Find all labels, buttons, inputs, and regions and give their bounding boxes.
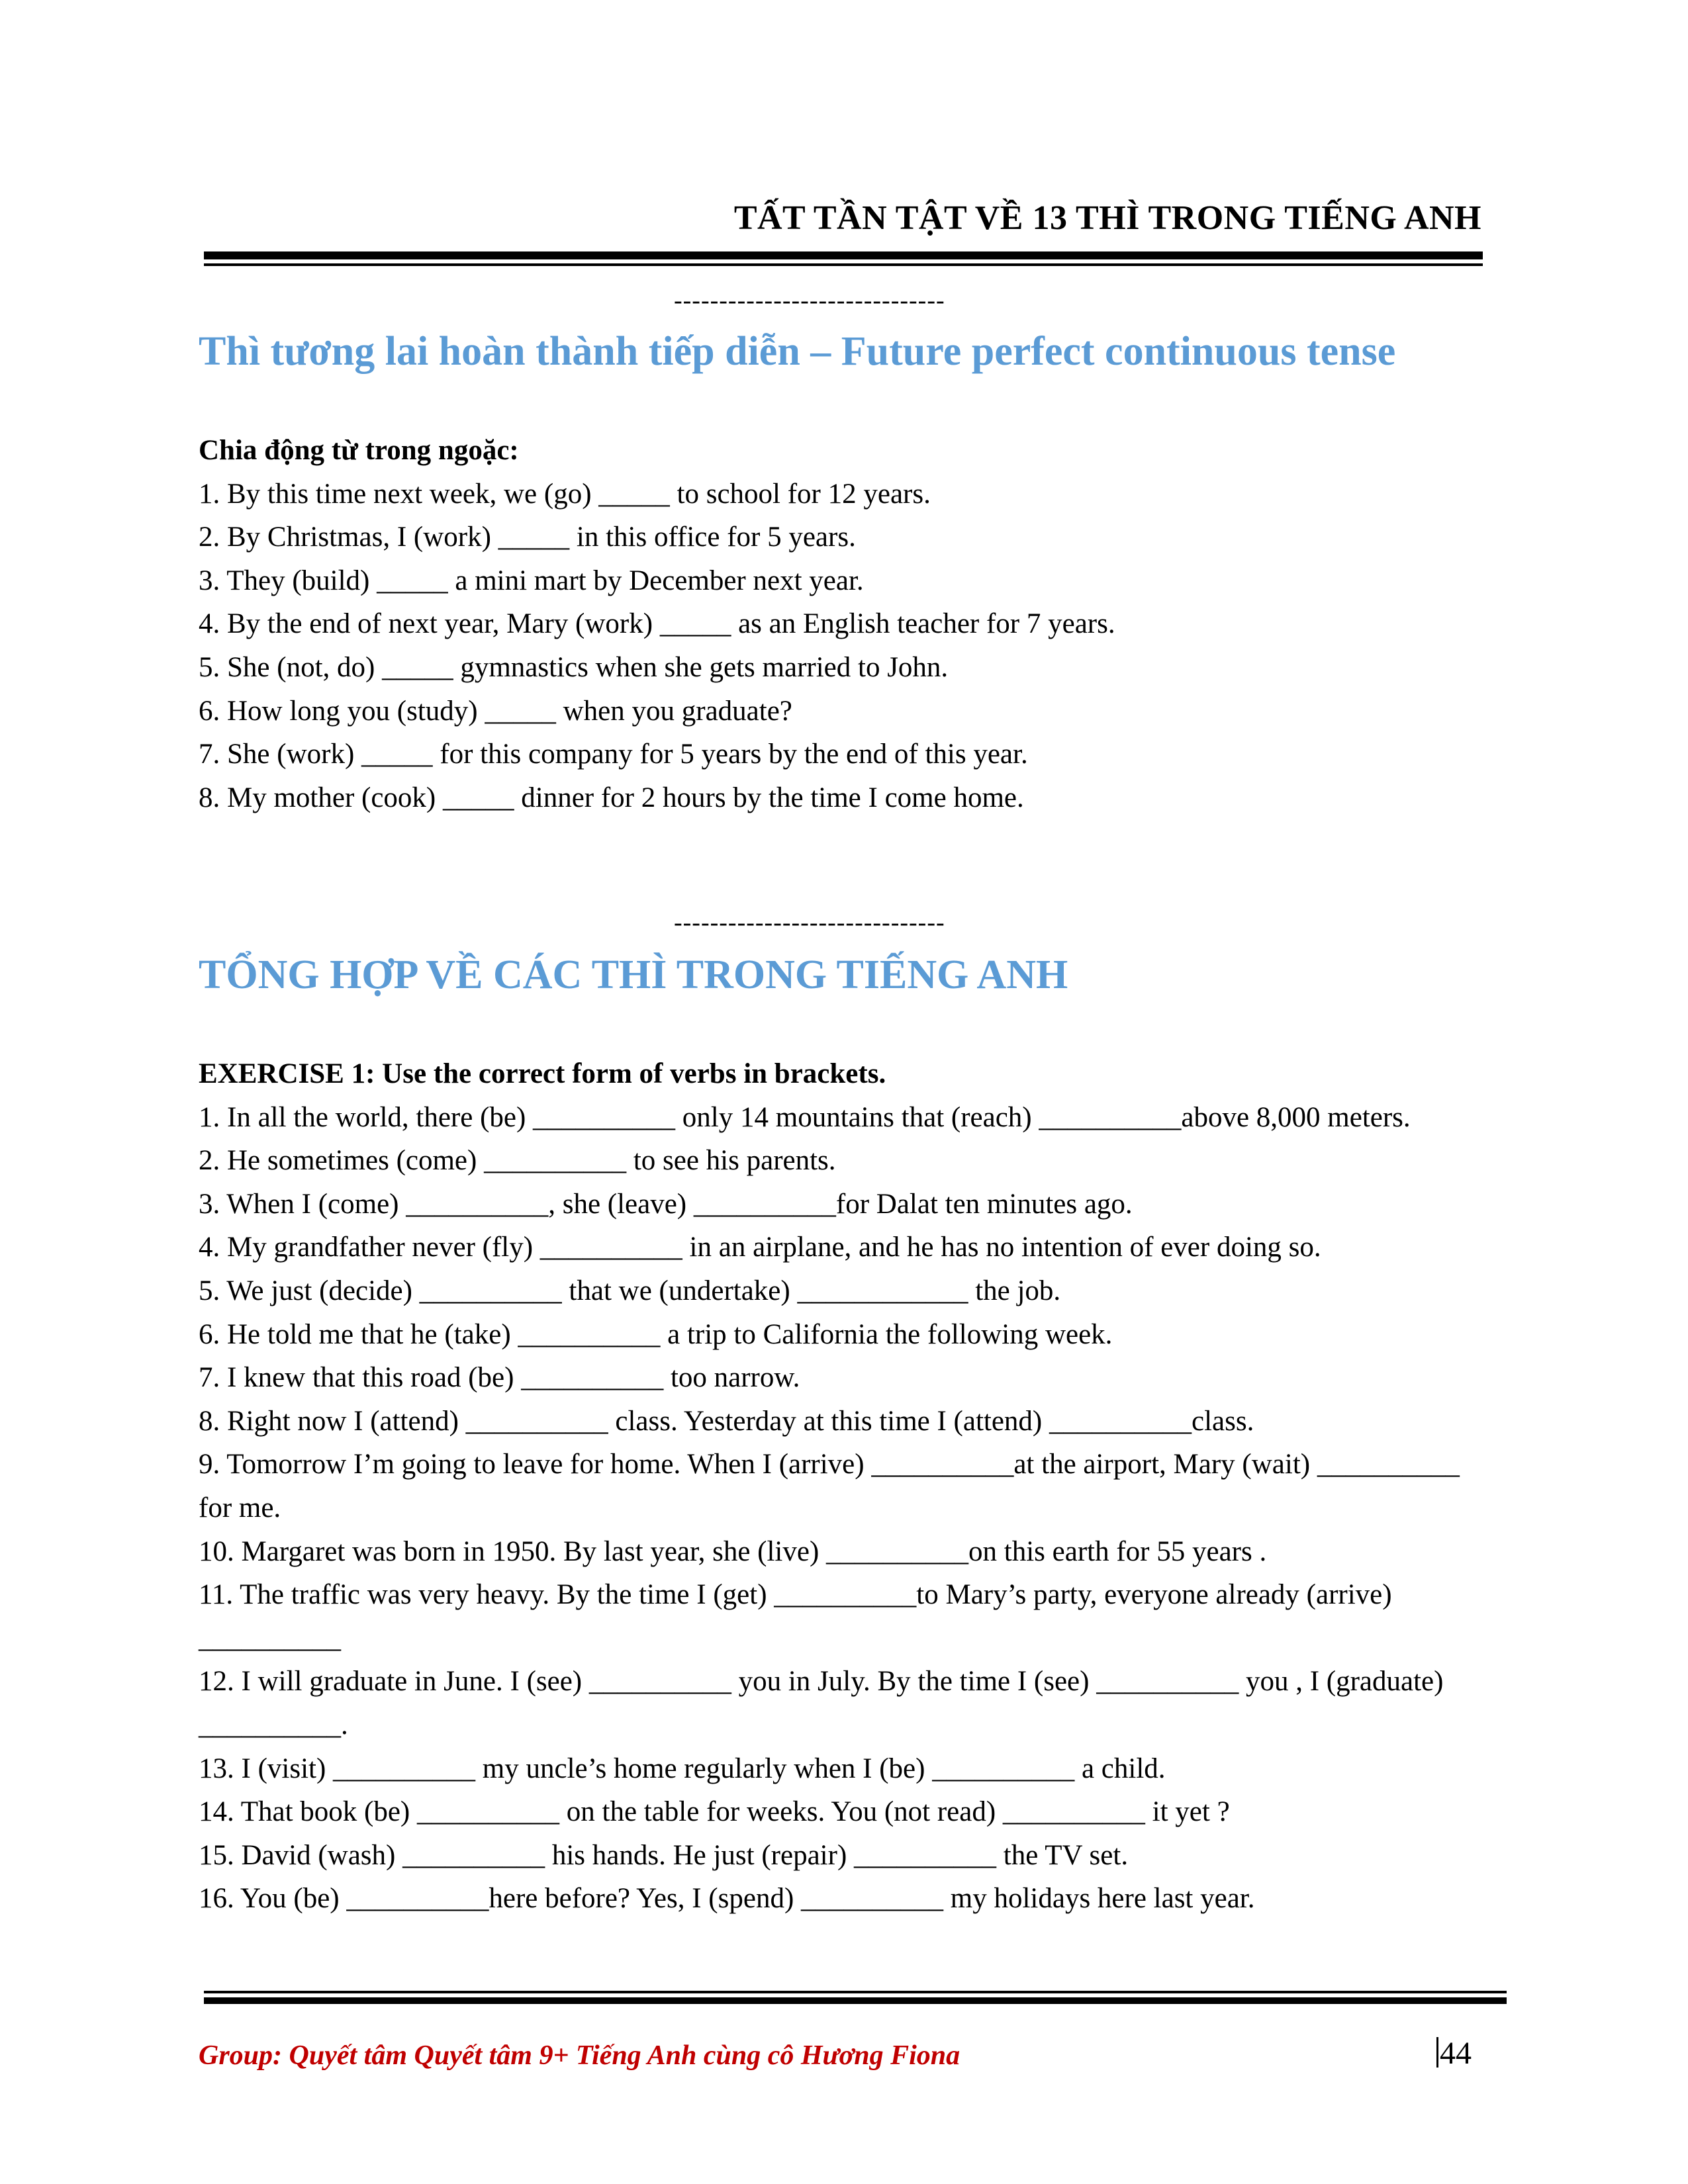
page-number: 44	[1440, 2036, 1472, 2071]
exercise-item: 2. He sometimes (come) __________ to see his parents.	[199, 1145, 836, 1177]
header-rule-thick	[204, 251, 1483, 259]
exercise-item: 3. They (build) _____ a mini mart by December next year.	[199, 565, 864, 596]
exercise-item: 7. I knew that this road (be) __________ too narrow.	[199, 1362, 800, 1394]
footer-group-text: Group: Quyết tâm Quyết tâm 9+ Tiếng Anh cùng cô Hương Fiona	[199, 2040, 961, 2071]
exercise-item: 4. By the end of next year, Mary (work) _____ as an English teacher for 7 years.	[199, 608, 1115, 640]
exercise-block-1	[199, 429, 1489, 819]
footer-rule-thick	[204, 1997, 1507, 2004]
exercise-block-2	[199, 1052, 1489, 1921]
exercise-instruction: EXERCISE 1: Use the correct form of verbs in brackets.	[199, 1058, 886, 1089]
exercise-item: 3. When I (come) __________, she (leave) __________for Dalat ten minutes ago.	[199, 1188, 1133, 1220]
exercise-item: 15. David (wash) __________ his hands. He just (repair) __________ the TV set.	[199, 1839, 1129, 1871]
exercise-item: 9. Tomorrow I’m going to leave for home. When I (arrive) __________at the airport, Mary (wait) __________ for me.	[199, 1449, 1460, 1524]
dash-separator: ------------------------------	[674, 287, 945, 314]
page-header-title: TẤT TẦN TẬT VỀ 13 THÌ TRONG TIẾNG ANH	[733, 199, 1481, 237]
exercise-item: 4. My grandfather never (fly) __________ in an airplane, and he has no intention of ever doing so.	[199, 1232, 1321, 1263]
exercise-item: 8. Right now I (attend) __________ class. Yesterday at this time I (attend) __________class.	[199, 1405, 1254, 1437]
exercise-item: 7. She (work) _____ for this company for 5 years by the end of this year.	[199, 739, 1028, 770]
exercise-item: 5. We just (decide) __________ that we (undertake) ____________ the job.	[199, 1275, 1061, 1306]
exercise-item: 2. By Christmas, I (work) _____ in this office for 5 years.	[199, 522, 856, 553]
exercise-item: 1. By this time next week, we (go) _____ to school for 12 years.	[199, 478, 931, 510]
exercise-item: 6. He told me that he (take) __________ a trip to California the following week.	[199, 1318, 1113, 1350]
page-divider-bar	[1436, 2037, 1438, 2068]
exercise-item: 8. My mother (cook) _____ dinner for 2 hours by the time I come home.	[199, 782, 1024, 813]
exercise-item: 5. She (not, do) _____ gymnastics when she gets married to John.	[199, 651, 949, 683]
dash-separator: ------------------------------	[674, 909, 945, 936]
footer-rule-thin	[204, 1991, 1507, 1993]
exercise-instruction: Chia động từ trong ngoặc:	[199, 435, 519, 466]
section-heading-future-perfect-continuous: Thì tương lai hoàn thành tiếp diễn – Future perfect continuous tense	[199, 329, 1396, 374]
exercise-item: 14. That book (be) __________ on the table for weeks. You (not read) __________ it yet ?	[199, 1796, 1230, 1828]
header-rule-thin	[204, 263, 1483, 266]
footer-page-number	[1436, 2035, 1472, 2071]
exercise-item: 12. I will graduate in June. I (see) __________ you in July. By the time I (see) __________ you , I (graduate) __________.	[199, 1666, 1444, 1741]
exercise-item: 11. The traffic was very heavy. By the time I (get) __________to Mary’s party, everyone already (arrive) __________	[199, 1579, 1392, 1654]
exercise-item: 10. Margaret was born in 1950. By last year, she (live) __________on this earth for 55 years .	[199, 1535, 1267, 1567]
section-heading-tong-hop: TỔNG HỢP VỀ CÁC THÌ TRONG TIẾNG ANH	[199, 952, 1068, 997]
exercise-item: 16. You (be) __________here before? Yes, I (spend) __________ my holidays here last year.	[199, 1883, 1255, 1915]
exercise-item: 1. In all the world, there (be) __________ only 14 mountains that (reach) __________above 8,000 meters.	[199, 1101, 1411, 1133]
exercise-item: 13. I (visit) __________ my uncle’s home regularly when I (be) __________ a child.	[199, 1752, 1166, 1784]
exercise-item: 6. How long you (study) _____ when you graduate?	[199, 695, 792, 727]
